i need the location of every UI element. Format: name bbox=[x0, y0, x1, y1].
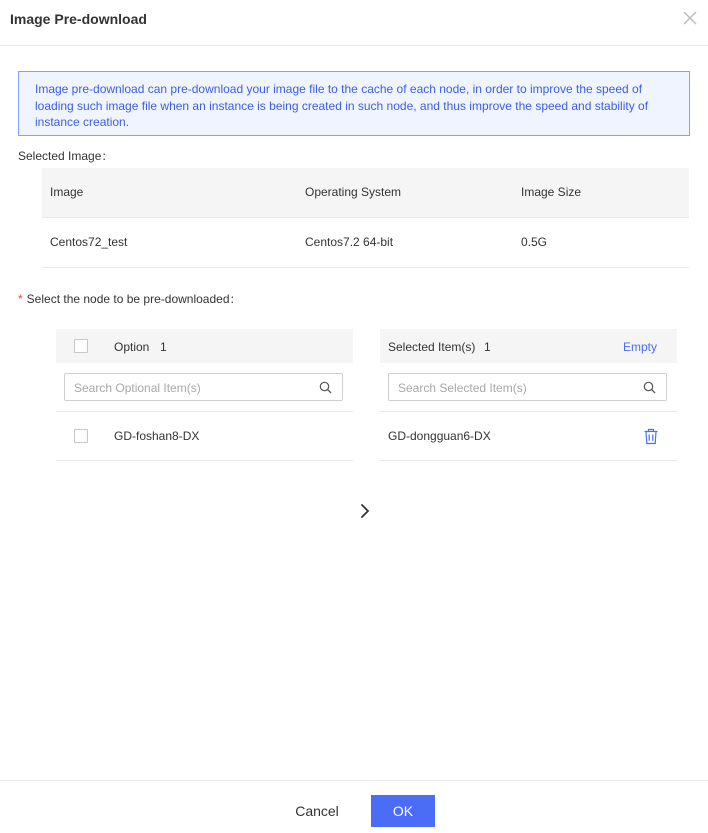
list-item-label: GD-foshan8-DX bbox=[114, 429, 200, 443]
selected-search-input[interactable] bbox=[398, 380, 628, 396]
search-icon[interactable] bbox=[643, 381, 656, 394]
selected-image-table bbox=[42, 168, 689, 268]
list-item-label: GD-dongguan6-DX bbox=[388, 429, 491, 443]
dialog-header bbox=[0, 0, 708, 46]
list-item bbox=[380, 412, 677, 461]
selected-panel-title: Selected Item(s) bbox=[388, 340, 476, 354]
table-row bbox=[42, 218, 689, 268]
trash-icon[interactable] bbox=[643, 428, 659, 445]
select-all-checkbox[interactable] bbox=[74, 339, 88, 353]
selected-panel-count: 1 bbox=[484, 340, 491, 354]
item-checkbox[interactable] bbox=[74, 429, 88, 443]
required-mark: * bbox=[18, 292, 23, 306]
dialog-title: Image Pre-download bbox=[10, 11, 147, 27]
info-banner bbox=[18, 71, 690, 136]
selected-items-panel bbox=[380, 329, 677, 461]
image-name-cell: Centos72_test bbox=[50, 235, 128, 249]
node-select-label: Select the node to be pre-downloaded： bbox=[26, 292, 242, 306]
node-select-label-row bbox=[18, 290, 242, 307]
ok-button[interactable]: OK bbox=[371, 795, 435, 827]
cancel-button[interactable]: Cancel bbox=[284, 795, 350, 827]
image-size-cell: 0.5G bbox=[521, 235, 548, 249]
chevron-right-icon[interactable] bbox=[356, 502, 374, 520]
selected-panel-header bbox=[380, 329, 677, 363]
optional-search-box bbox=[64, 373, 343, 401]
column-header-size: Image Size bbox=[521, 185, 582, 199]
os-cell: Centos7.2 64-bit bbox=[305, 235, 394, 249]
optional-items-panel bbox=[56, 329, 353, 461]
optional-panel-count: 1 bbox=[160, 340, 167, 354]
column-header-image: Image bbox=[50, 185, 84, 199]
close-icon[interactable] bbox=[682, 10, 698, 26]
optional-search-row bbox=[56, 363, 353, 412]
dialog-footer bbox=[0, 780, 708, 833]
optional-search-input[interactable] bbox=[74, 380, 304, 396]
optional-panel-title: Option bbox=[114, 340, 150, 354]
empty-button[interactable]: Empty bbox=[622, 340, 657, 354]
info-text: Image pre-download can pre-download your image file to the cache of each node, in order to improve the speed of loading such image file when an instance is being created in such node, and thus improve the speed and stability of instance creation. bbox=[35, 82, 649, 129]
selected-search-box bbox=[388, 373, 667, 401]
search-icon[interactable] bbox=[319, 381, 332, 394]
table-header-row bbox=[42, 168, 689, 218]
column-header-os: Operating System bbox=[305, 185, 402, 199]
list-item[interactable] bbox=[56, 412, 353, 461]
selected-search-row bbox=[380, 363, 677, 412]
optional-panel-header bbox=[56, 329, 353, 363]
selected-image-label: Selected Image： bbox=[18, 149, 114, 163]
